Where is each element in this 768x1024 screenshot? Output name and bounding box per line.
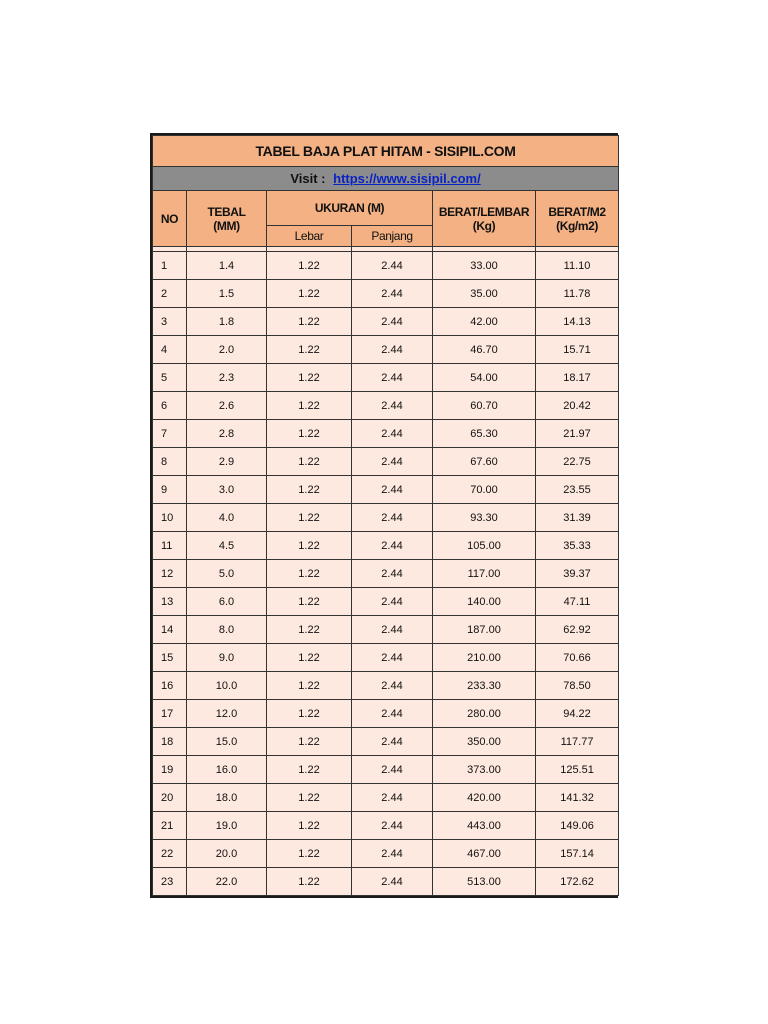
cell-lebar: 1.22 xyxy=(267,308,352,336)
cell-tebal: 2.8 xyxy=(187,420,267,448)
cell-tebal: 15.0 xyxy=(187,728,267,756)
cell-lebar: 1.22 xyxy=(267,560,352,588)
cell-panjang: 2.44 xyxy=(352,280,433,308)
table-row xyxy=(153,644,619,672)
cell-berat-lembar: 105.00 xyxy=(433,532,536,560)
cell-berat-lembar: 54.00 xyxy=(433,364,536,392)
cell-tebal: 1.4 xyxy=(187,252,267,280)
header-row-1 xyxy=(153,191,619,226)
cell-tebal: 19.0 xyxy=(187,812,267,840)
cell-lebar: 1.22 xyxy=(267,392,352,420)
cell-panjang: 2.44 xyxy=(352,644,433,672)
cell-tebal: 18.0 xyxy=(187,784,267,812)
cell-lebar: 1.22 xyxy=(267,616,352,644)
cell-berat-lembar: 93.30 xyxy=(433,504,536,532)
cell-panjang: 2.44 xyxy=(352,588,433,616)
cell-berat-m2: 78.50 xyxy=(536,672,619,700)
cell-panjang: 2.44 xyxy=(352,420,433,448)
cell-tebal: 3.0 xyxy=(187,476,267,504)
cell-tebal: 9.0 xyxy=(187,644,267,672)
cell-berat-m2: 35.33 xyxy=(536,532,619,560)
cell-berat-m2: 31.39 xyxy=(536,504,619,532)
cell-berat-m2: 172.62 xyxy=(536,868,619,896)
visit-label: Visit : xyxy=(290,171,326,186)
cell-berat-lembar: 350.00 xyxy=(433,728,536,756)
cell-berat-lembar: 65.30 xyxy=(433,420,536,448)
cell-no: 23 xyxy=(153,868,187,896)
cell-berat-m2: 22.75 xyxy=(536,448,619,476)
table-row xyxy=(153,672,619,700)
cell-no: 7 xyxy=(153,420,187,448)
cell-lebar: 1.22 xyxy=(267,700,352,728)
cell-lebar: 1.22 xyxy=(267,588,352,616)
cell-tebal: 2.6 xyxy=(187,392,267,420)
cell-tebal: 1.5 xyxy=(187,280,267,308)
cell-no: 1 xyxy=(153,252,187,280)
cell-lebar: 1.22 xyxy=(267,784,352,812)
cell-lebar: 1.22 xyxy=(267,364,352,392)
cell-lebar: 1.22 xyxy=(267,840,352,868)
cell-no: 16 xyxy=(153,672,187,700)
table-row xyxy=(153,504,619,532)
cell-no: 13 xyxy=(153,588,187,616)
cell-berat-m2: 23.55 xyxy=(536,476,619,504)
cell-panjang: 2.44 xyxy=(352,532,433,560)
cell-no: 6 xyxy=(153,392,187,420)
cell-panjang: 2.44 xyxy=(352,560,433,588)
website-link[interactable]: https://www.sisipil.com/ xyxy=(333,171,481,186)
cell-lebar: 1.22 xyxy=(267,532,352,560)
cell-berat-m2: 117.77 xyxy=(536,728,619,756)
cell-tebal: 10.0 xyxy=(187,672,267,700)
header-berat-lembar-label: BERAT/LEMBAR xyxy=(438,204,530,219)
cell-tebal: 5.0 xyxy=(187,560,267,588)
cell-no: 21 xyxy=(153,812,187,840)
cell-berat-m2: 157.14 xyxy=(536,840,619,868)
cell-panjang: 2.44 xyxy=(352,448,433,476)
cell-panjang: 2.44 xyxy=(352,812,433,840)
cell-berat-lembar: 233.30 xyxy=(433,672,536,700)
cell-panjang: 2.44 xyxy=(352,784,433,812)
cell-berat-lembar: 513.00 xyxy=(433,868,536,896)
cell-panjang: 2.44 xyxy=(352,672,433,700)
cell-no: 5 xyxy=(153,364,187,392)
cell-lebar: 1.22 xyxy=(267,812,352,840)
cell-no: 19 xyxy=(153,756,187,784)
header-berat-m2-label: BERAT/M2 xyxy=(548,204,606,219)
table-title: TABEL BAJA PLAT HITAM - SISIPIL.COM xyxy=(153,136,619,167)
cell-no: 3 xyxy=(153,308,187,336)
table-row xyxy=(153,252,619,280)
table-row xyxy=(153,560,619,588)
table-row xyxy=(153,700,619,728)
table-row xyxy=(153,280,619,308)
header-lebar: Lebar xyxy=(267,226,352,247)
cell-berat-m2: 141.32 xyxy=(536,784,619,812)
cell-panjang: 2.44 xyxy=(352,392,433,420)
cell-berat-lembar: 70.00 xyxy=(433,476,536,504)
cell-tebal: 2.9 xyxy=(187,448,267,476)
table-row xyxy=(153,532,619,560)
cell-berat-lembar: 67.60 xyxy=(433,448,536,476)
cell-lebar: 1.22 xyxy=(267,420,352,448)
cell-berat-m2: 15.71 xyxy=(536,336,619,364)
cell-panjang: 2.44 xyxy=(352,308,433,336)
cell-berat-m2: 14.13 xyxy=(536,308,619,336)
cell-tebal: 8.0 xyxy=(187,616,267,644)
cell-panjang: 2.44 xyxy=(352,336,433,364)
cell-no: 8 xyxy=(153,448,187,476)
cell-berat-lembar: 443.00 xyxy=(433,812,536,840)
table-row xyxy=(153,476,619,504)
cell-lebar: 1.22 xyxy=(267,476,352,504)
cell-berat-m2: 20.42 xyxy=(536,392,619,420)
header-berat-lembar xyxy=(433,191,536,247)
table-row xyxy=(153,868,619,896)
title-row xyxy=(153,136,619,167)
cell-panjang: 2.44 xyxy=(352,756,433,784)
cell-tebal: 1.8 xyxy=(187,308,267,336)
header-berat-m2 xyxy=(536,191,619,247)
cell-berat-lembar: 373.00 xyxy=(433,756,536,784)
cell-no: 2 xyxy=(153,280,187,308)
cell-no: 22 xyxy=(153,840,187,868)
cell-tebal: 6.0 xyxy=(187,588,267,616)
cell-lebar: 1.22 xyxy=(267,448,352,476)
cell-berat-m2: 11.10 xyxy=(536,252,619,280)
table-row xyxy=(153,784,619,812)
cell-tebal: 4.5 xyxy=(187,532,267,560)
table-row xyxy=(153,308,619,336)
cell-lebar: 1.22 xyxy=(267,756,352,784)
header-tebal-label: TEBAL xyxy=(207,204,246,219)
table-row xyxy=(153,756,619,784)
cell-no: 18 xyxy=(153,728,187,756)
cell-panjang: 2.44 xyxy=(352,252,433,280)
steel-plate-table xyxy=(152,135,619,896)
table-row xyxy=(153,616,619,644)
cell-lebar: 1.22 xyxy=(267,644,352,672)
cell-berat-lembar: 42.00 xyxy=(433,308,536,336)
cell-tebal: 16.0 xyxy=(187,756,267,784)
cell-berat-m2: 125.51 xyxy=(536,756,619,784)
cell-no: 14 xyxy=(153,616,187,644)
cell-berat-m2: 94.22 xyxy=(536,700,619,728)
cell-lebar: 1.22 xyxy=(267,280,352,308)
cell-berat-m2: 149.06 xyxy=(536,812,619,840)
cell-panjang: 2.44 xyxy=(352,840,433,868)
cell-berat-lembar: 210.00 xyxy=(433,644,536,672)
cell-tebal: 4.0 xyxy=(187,504,267,532)
table-row xyxy=(153,336,619,364)
cell-no: 12 xyxy=(153,560,187,588)
cell-lebar: 1.22 xyxy=(267,336,352,364)
cell-panjang: 2.44 xyxy=(352,616,433,644)
cell-lebar: 1.22 xyxy=(267,672,352,700)
cell-no: 9 xyxy=(153,476,187,504)
table-row xyxy=(153,812,619,840)
cell-berat-lembar: 420.00 xyxy=(433,784,536,812)
cell-tebal: 2.3 xyxy=(187,364,267,392)
cell-panjang: 2.44 xyxy=(352,504,433,532)
header-tebal xyxy=(187,191,267,247)
table-row xyxy=(153,420,619,448)
cell-no: 4 xyxy=(153,336,187,364)
header-ukuran: UKURAN (M) xyxy=(267,191,433,226)
cell-no: 11 xyxy=(153,532,187,560)
cell-panjang: 2.44 xyxy=(352,364,433,392)
cell-berat-lembar: 35.00 xyxy=(433,280,536,308)
visit-row xyxy=(153,167,619,191)
cell-tebal: 12.0 xyxy=(187,700,267,728)
table-row xyxy=(153,588,619,616)
cell-lebar: 1.22 xyxy=(267,504,352,532)
cell-no: 10 xyxy=(153,504,187,532)
cell-berat-lembar: 280.00 xyxy=(433,700,536,728)
header-berat-m2-unit: (Kg/m2) xyxy=(556,218,598,233)
cell-tebal: 22.0 xyxy=(187,868,267,896)
cell-berat-lembar: 60.70 xyxy=(433,392,536,420)
table-row xyxy=(153,392,619,420)
cell-panjang: 2.44 xyxy=(352,700,433,728)
cell-tebal: 20.0 xyxy=(187,840,267,868)
table-row xyxy=(153,448,619,476)
cell-panjang: 2.44 xyxy=(352,728,433,756)
cell-panjang: 2.44 xyxy=(352,476,433,504)
cell-berat-m2: 39.37 xyxy=(536,560,619,588)
cell-no: 20 xyxy=(153,784,187,812)
cell-berat-lembar: 140.00 xyxy=(433,588,536,616)
cell-berat-m2: 11.78 xyxy=(536,280,619,308)
cell-berat-lembar: 467.00 xyxy=(433,840,536,868)
cell-berat-m2: 18.17 xyxy=(536,364,619,392)
cell-tebal: 2.0 xyxy=(187,336,267,364)
header-tebal-unit: (MM) xyxy=(213,218,240,233)
cell-berat-lembar: 46.70 xyxy=(433,336,536,364)
cell-lebar: 1.22 xyxy=(267,728,352,756)
header-berat-lembar-unit: (Kg) xyxy=(472,218,496,233)
cell-no: 17 xyxy=(153,700,187,728)
cell-berat-m2: 47.11 xyxy=(536,588,619,616)
cell-berat-lembar: 187.00 xyxy=(433,616,536,644)
cell-berat-m2: 70.66 xyxy=(536,644,619,672)
cell-no: 15 xyxy=(153,644,187,672)
table-row xyxy=(153,840,619,868)
cell-lebar: 1.22 xyxy=(267,252,352,280)
header-panjang: Panjang xyxy=(352,226,433,247)
cell-panjang: 2.44 xyxy=(352,868,433,896)
steel-plate-table-sheet xyxy=(150,133,618,898)
cell-berat-m2: 62.92 xyxy=(536,616,619,644)
cell-berat-m2: 21.97 xyxy=(536,420,619,448)
cell-berat-lembar: 117.00 xyxy=(433,560,536,588)
table-row xyxy=(153,728,619,756)
cell-berat-lembar: 33.00 xyxy=(433,252,536,280)
visit-cell xyxy=(153,167,619,191)
cell-lebar: 1.22 xyxy=(267,868,352,896)
table-row xyxy=(153,364,619,392)
header-no: NO xyxy=(153,191,187,247)
